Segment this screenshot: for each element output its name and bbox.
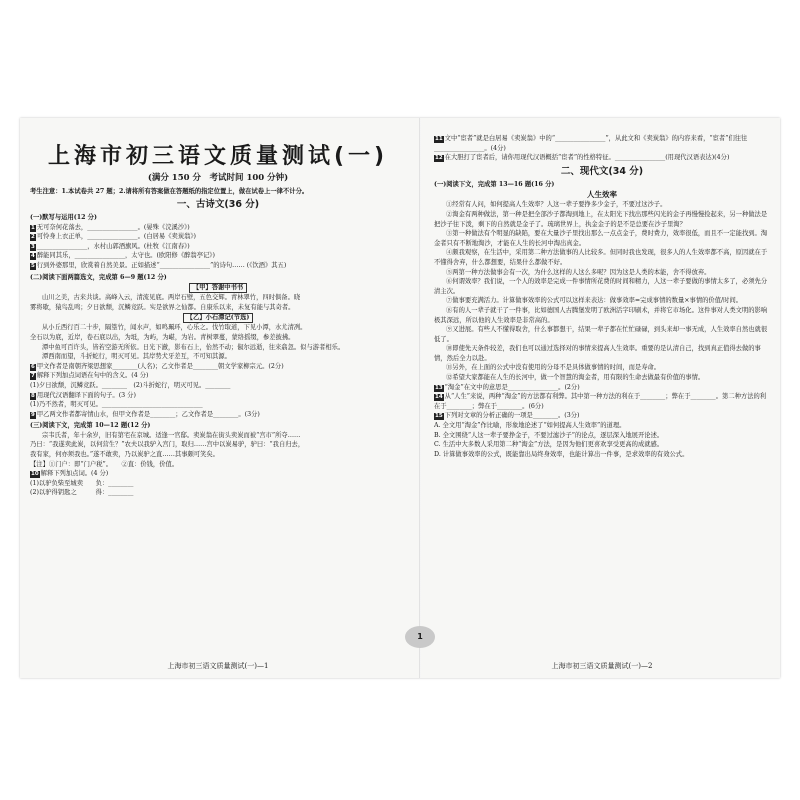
question-number: 3 (31, 243, 35, 250)
question-number: 14 (435, 394, 443, 401)
question-text: ________________，水村山郭酒旗风。(杜牧《江南春》) (36, 242, 190, 250)
part-recite-title: (一)默写与运用(12 分) (30, 214, 97, 221)
question-text: 可怜身上衣正单，________________。(白居易《卖炭翁》) (36, 233, 197, 241)
question-text: 从“人生”来说，两种“淘金”的方法都有利弊。其中第一种方法的利在于________；弊在于________。第二种方法的利在于________；弊在于________。(6分) (434, 393, 767, 410)
page-footer: 上海市初三语文质量测试(一)—2 (551, 662, 653, 671)
part-reading-title: (二)阅读下面两篇选文，完成第 6—9 题(12 分) (30, 273, 167, 281)
question-line (30, 242, 406, 252)
passage-c-line: 宗韦氏者，年十余岁，旧有第宅在京城。适逢一官邸。卖炭翁在街头卖炭而被“宫市”所夺…… (42, 431, 301, 439)
question-number: 15 (435, 413, 443, 420)
passage-c-line: 我有家，何亦须我也。”遂不敢卖，乃以炭驴之直……其事颇可笑矣。 (30, 451, 219, 459)
essay-title: 人生效率 (587, 190, 617, 200)
passage-note: 【注】①门户：即“门户税”。 ②直：价钱，价值。 (30, 460, 179, 468)
passage-a-heading: 【甲】答谢中书书 (30, 283, 406, 293)
passage-b-line: 潭中鱼可百许头，皆若空游无所依。日光下澈，影布石上，佁然不动；俶尔远逝，往来翕忽。似与游者相乐。 (42, 343, 345, 351)
answer-option: C. 生活中大多数人采用第二种“淘金”方法，是因为他们更喜欢享受更高的成就感。 (434, 441, 664, 449)
question-number: 9 (31, 411, 35, 418)
exam-notice: 考生注意：1.本试卷共 27 题；2.请将所有答案做在答题纸的指定位置上，做在试卷上一律不计分。 (30, 188, 309, 195)
question-line (30, 371, 406, 381)
question-line (434, 383, 770, 393)
section-classical-title: 一、古诗文(36 分) (176, 199, 260, 210)
question-number: 12 (435, 155, 443, 162)
passage-a-line: 山川之美，古来共谈。高峰入云，清流见底。两岸石壁，五色交辉。青林翠竹，四时俱备。晓 (42, 294, 301, 302)
part-classical2-title: (三)阅读下文，完成第 10—12 题(12 分) (30, 422, 151, 430)
passage-b-line: 潭西南而望，斗折蛇行，明灭可见。其岸势犬牙差互，不可知其源。 (42, 353, 231, 361)
question-line (434, 392, 770, 411)
essay-paragraph: ④颇我观察，在生活中，采用第二种方法做事的人比较多。但同时我也发现，很多人的人生效率都不高，原因就在于不懂得舍弃，什么都想要，结果什么都做不好。 (434, 249, 768, 266)
book-gutter (419, 118, 421, 678)
question-subline: (1)以驴负柴至城卖 负：________ (30, 479, 134, 487)
essay-paragraph: ⑨又进展。有些人不懂得取舍，什么事都想干，结果一辈子都在忙忙碌碌，到头来却一事无成，人生效率自然也就很低了。 (434, 326, 768, 343)
question-number: 2 (31, 234, 35, 241)
question-text: 在大胆打了宦者后，请你用现代汉语概括“宦者”的性格特征。________________(用现代汉语表达)(4分) (444, 154, 730, 162)
question-subline: (2)以驴得钥匙之 得：________ (30, 489, 134, 497)
essay-paragraph: ⑦做事要充满活力。计算做事效率的公式可以这样来表达：做事效率=完成事情的数量×事情的价值/时间。 (446, 297, 743, 305)
section-modern-title: 二、现代文(34 分) (560, 165, 644, 177)
answer-option: A. 全文用“淘金”作比喻，形象地论述了“如何提高人生效率”的道理。 (434, 422, 626, 430)
question-text: 解释下列加点词语在句中的含义。(4 分) (36, 372, 149, 380)
passage-c-line: 乃曰：“我遂卖此炭，以何营生？”农夫以我驴入宫门，取归……宫中以炭易驴，驴曰：“我自归去， (30, 441, 305, 449)
question-line (30, 391, 406, 401)
question-line (434, 134, 770, 153)
booklet-spread (20, 118, 780, 678)
left-page (30, 118, 406, 678)
question-text: 无可奈何花落去，________________。(晏殊《浣溪沙》) (36, 223, 190, 231)
question-text: 文中“宦者”就是白居易《卖炭翁》中的“________________”，从此文和《卖炭翁》的内容来看，“宦者”们往往________________。(4分) (434, 135, 748, 152)
question-line (30, 251, 406, 261)
passage-b-heading: 【乙】小石潭记(节选) (30, 313, 406, 323)
question-number: 13 (435, 384, 443, 391)
essay-paragraph: ⑫希望大家都能在人生的长河中，做一个智慧的淘金者，用有限的生命去做最有价值的事情。 (446, 374, 705, 382)
question-number: 8 (31, 392, 35, 399)
question-line (434, 411, 770, 421)
answer-option: B. 全文围绕“人这一辈子要挣金子，不要过滤沙子”的论点，逐层深入地展开论述。 (434, 431, 664, 439)
page-footer: 上海市初三语文质量测试(一)—1 (167, 662, 269, 671)
question-number: 1 (31, 224, 35, 231)
question-number: 5 (31, 262, 35, 269)
essay-paragraph: ②淘金有两种做法，第一种是把全部沙子都淘到地上，在太阳光下找出那些闪光的金子再慢慢捡起来，另一种做法是把沙子往下泼，剩下的自然就是金子了。琉璃世界上，执金金子的是不是总要在沙子里淘？ (434, 210, 768, 228)
question-number: 7 (31, 373, 35, 380)
essay-paragraph: ⑧有的人一辈子就干了一件事，比如德国人古腾堡发明了欧洲活字印刷术，并将它市场化。这件事对人类文明的影响极其深远，所以他的人生效率是非常高的。 (434, 306, 768, 324)
exam-subtitle: (满分 150 分 考试时间 100 分钟) (147, 173, 289, 183)
question-subline: (1)夕日欲颓，沉鳞竞跃。________ (2)斗折蛇行，明灭可见。________ (30, 381, 231, 389)
passage-b-line: 从小丘西行百二十步，隔篁竹，闻水声，如鸣珮环，心乐之。伐竹取道，下见小潭，水尤清冽。 (42, 324, 307, 332)
passage-b-line: 全石以为底，近岸，卷石底以出，为坻，为屿，为嵁，为岩。青树翠蔓，蒙络摇缀，参差披拂。 (30, 333, 295, 341)
answer-option: D. 计算做事效率的公式，既能靠出局终身效率，也能计算出一件事，是求效率的有效公式。 (434, 450, 689, 458)
question-text: 甲乙两文作者都寄情山水，但甲文作者是________；乙文作者是________。(3分) (36, 410, 260, 418)
essay-paragraph: ⑩即使先天条件较差，我们也可以通过选择对的事情来提高人生效率。重要的是认清自己，找到真正值得去做的事情，然后全力以赴。 (434, 345, 761, 362)
question-line (30, 410, 406, 420)
passage-a-line: 雾将歇，猿鸟乱鸣；夕日欲颓，沉鳞竞跃。实是欲界之仙都。自康乐以来，未复有能与其奇者。 (30, 303, 295, 311)
question-line (30, 232, 406, 242)
essay-paragraph: ⑥何谓效率？我们说，一个人的效率是完成一件事情所花费的时间和精力，人这一辈子要做的事情太多了，必须先分清主次。 (434, 278, 768, 295)
question-line (30, 261, 406, 271)
question-text: 醉能同其乐，________________，太守也。(欧阳修《醉翁亭记》) (36, 252, 215, 260)
question-number: 6 (31, 363, 35, 370)
question-text: 用现代汉语翻译下面的句子。(3 分) (36, 391, 136, 399)
question-line (30, 362, 406, 372)
question-number: 11 (435, 136, 443, 142)
question-text: 甲文作者是南朝齐梁思想家________(人名)；乙文作者是________朝文学家柳宗元。(2分) (36, 362, 284, 370)
part-modern-reading-title: (一)阅读下文，完成第 13—16 题(16 分) (434, 180, 555, 188)
question-text: 行到外婆那里，欣赏着自然美景。正如描述“________________”的诗句…… (《饮酒》其五) (36, 261, 287, 269)
essay-paragraph: ①经常有人问，如何提高人生效率？人这一辈子要挣多少金子，不要过这沙子。 (446, 201, 667, 209)
essay-paragraph: ⑤两第一种方法做事会有一次，为什么这样的人这么多呢？因为这是人类的本能，舍不得放弃。 (446, 268, 711, 276)
exam-title: 上海市初三语文质量测试(一) (47, 144, 389, 169)
question-number: 10 (31, 471, 39, 478)
essay-paragraph: ⑪另外，在上面的公式中没有使用的分母不是具体做事情的时间，而是寿命。 (446, 364, 661, 372)
question-text: “淘金”在文中的意思是________________。(2分) (444, 383, 580, 391)
question-line (434, 153, 770, 163)
essay-paragraph: ③第一种做法有个明显的缺陷，要在大量沙子里找出那么一点点金子，费时费力，效率很低，而且不一定能找到。淘金者只有不断地淘沙，才能在人生的长河中淘出真金。 (434, 230, 768, 247)
question-text: 下列对文章的分析正确的一项是________。(3分) (444, 412, 580, 420)
question-text: 解释下列加点词。(4 分) (40, 470, 109, 478)
question-line (30, 469, 406, 479)
question-number: 4 (31, 253, 35, 260)
right-page (434, 118, 770, 678)
question-subline: (1)乃不然者，明灭可见。________________________________ (30, 401, 203, 409)
page-number-badge: 1 (405, 626, 435, 648)
question-line (30, 223, 406, 233)
